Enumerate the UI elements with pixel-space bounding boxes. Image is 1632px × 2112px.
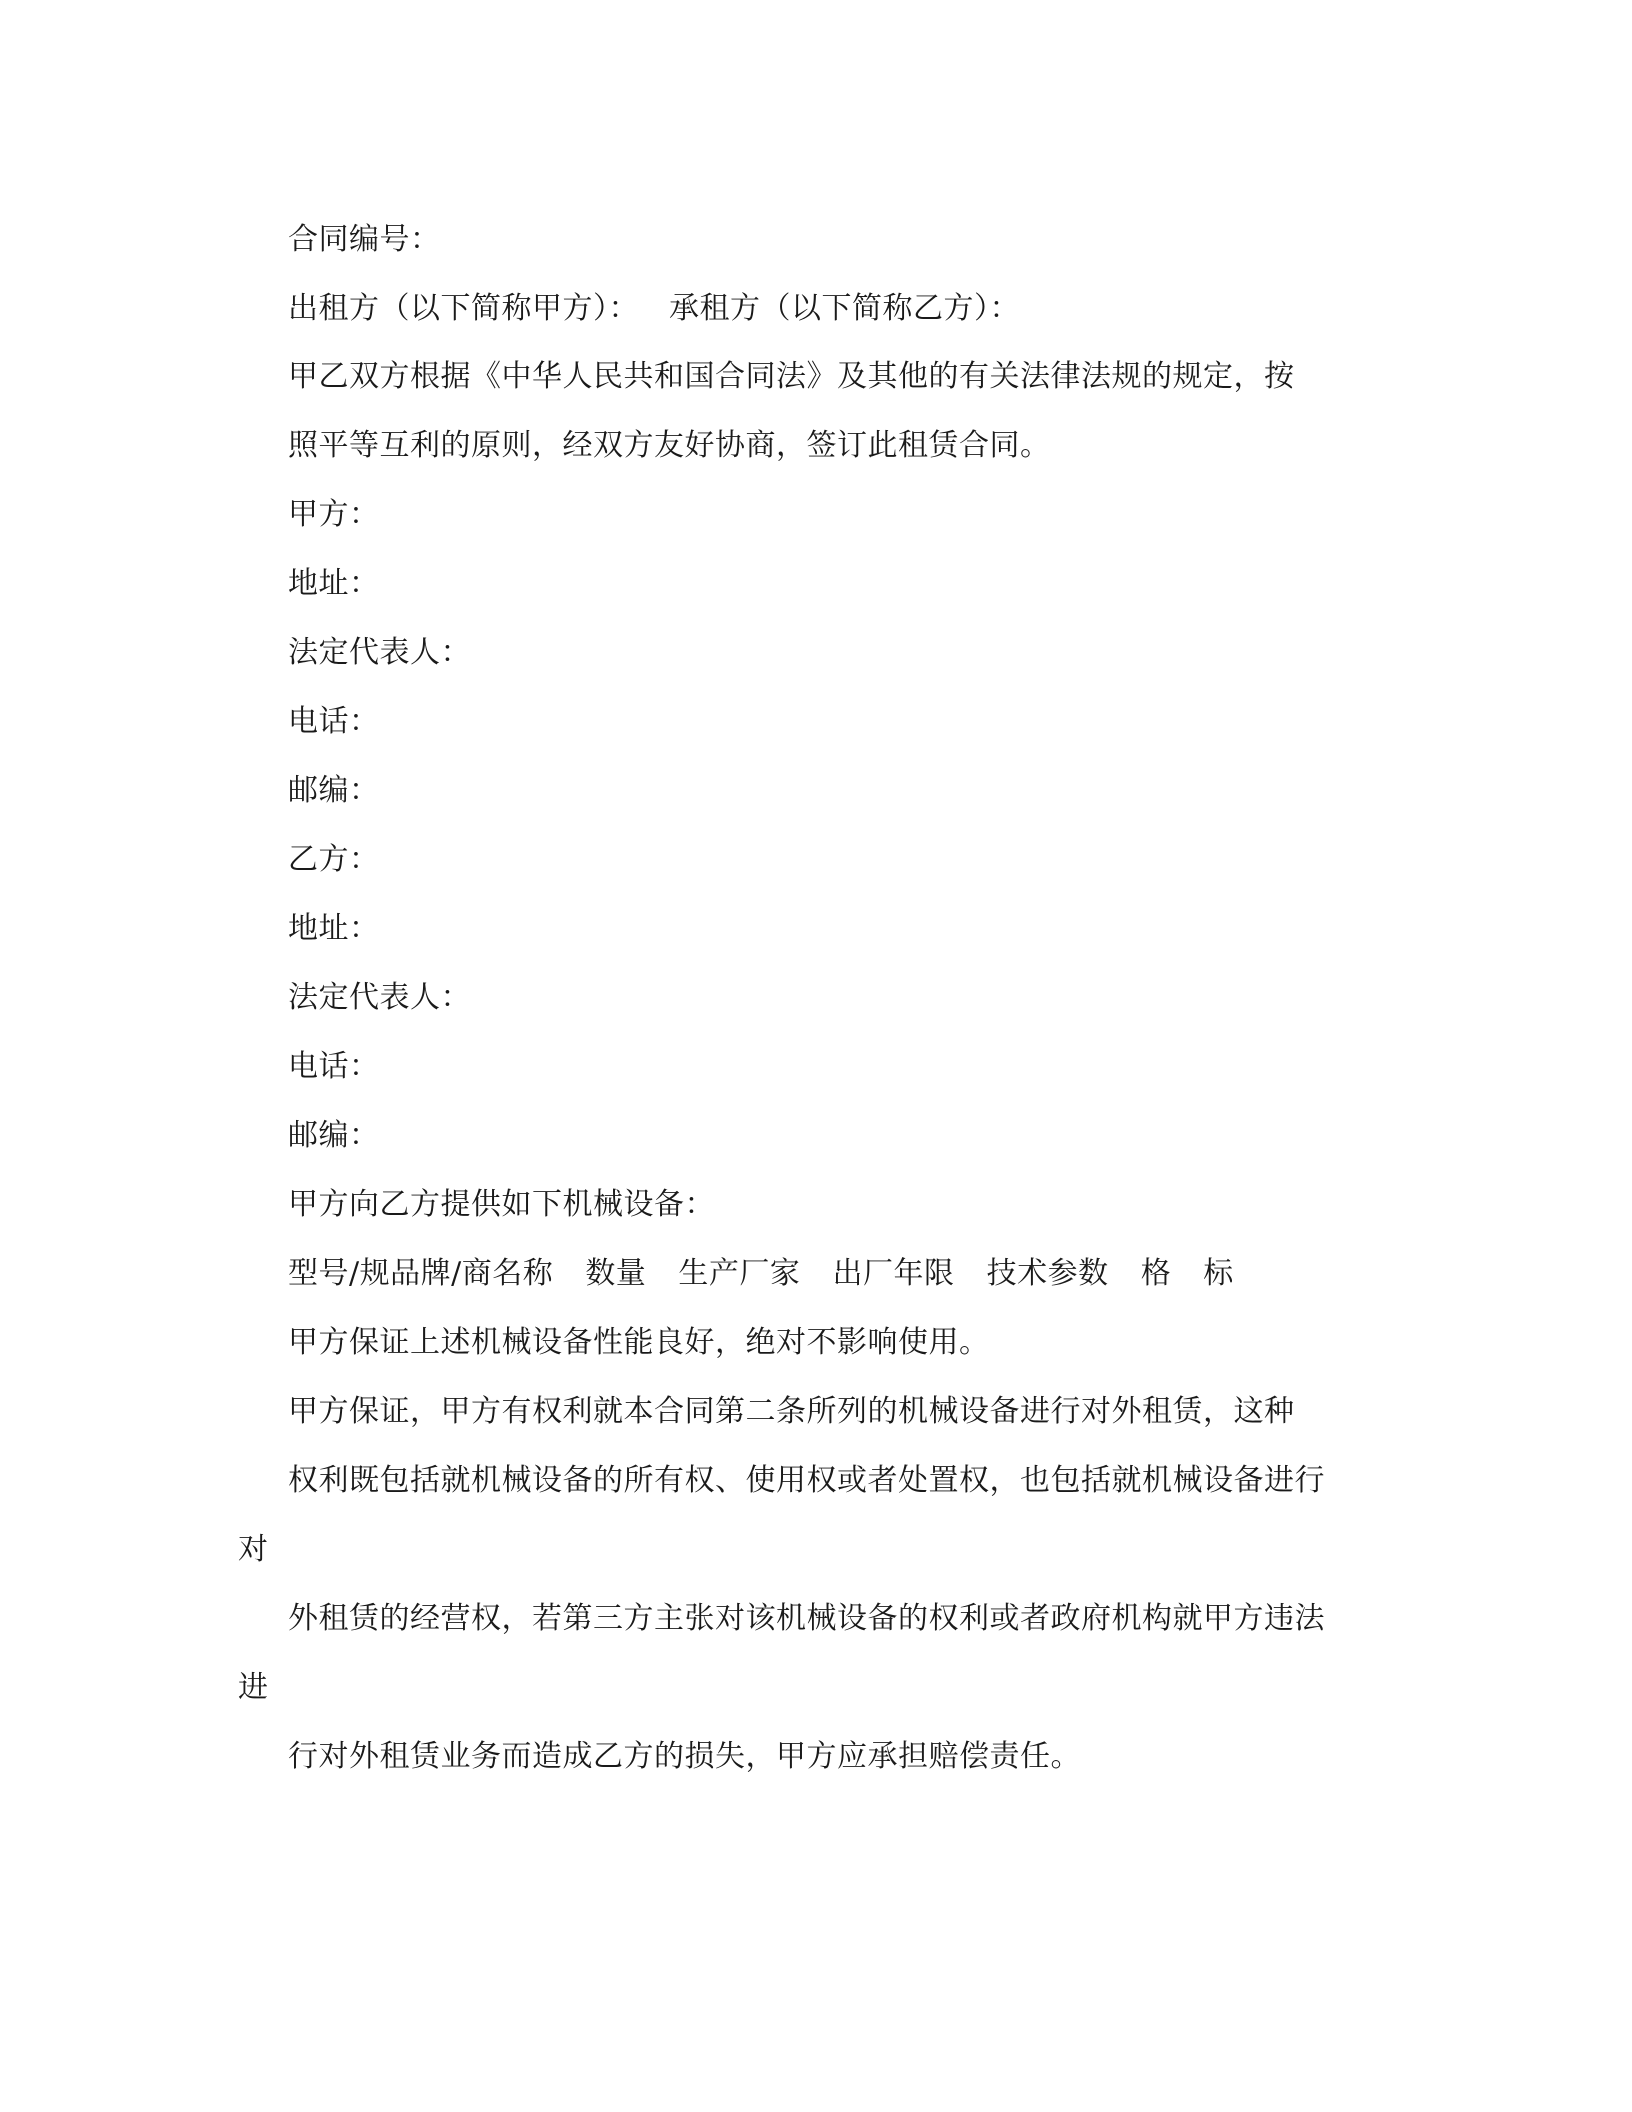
equipment-column: 型号/规品牌/商名称: [288, 1256, 554, 1291]
party-a-label: 甲方：: [288, 497, 380, 532]
guarantee-line: 甲方保证上述机械设备性能良好，绝对不影响使用。: [288, 1325, 990, 1360]
equipment-column: 出厂年限: [832, 1256, 955, 1291]
party-b-address-label: 地址：: [288, 911, 380, 946]
equipment-column: 生产厂家: [678, 1256, 801, 1291]
party-a-address-label: 地址：: [288, 566, 380, 601]
lessee-label: 承租方（以下简称乙方）：: [669, 291, 1020, 326]
equipment-column: 格: [1140, 1256, 1172, 1291]
rights-line-6: 行对外租赁业务而造成乙方的损失，甲方应承担赔偿责任。: [288, 1739, 1081, 1774]
equipment-intro: 甲方向乙方提供如下机械设备：: [288, 1187, 715, 1222]
lessor-label: 出租方（以下简称甲方）：: [288, 291, 639, 326]
rights-line-1: 甲方保证，甲方有权利就本合同第二条所列的机械设备进行对外租赁，这种: [288, 1394, 1295, 1429]
party-a-phone-label: 电话：: [288, 704, 380, 739]
rights-line-4: 外租赁的经营权，若第三方主张对该机械设备的权利或者政府机构就甲方违法: [288, 1601, 1325, 1636]
preamble-line-2: 照平等互利的原则，经双方友好协商，签订此租赁合同。: [288, 428, 1051, 463]
party-b-label: 乙方：: [288, 842, 380, 877]
rights-line-3: 对: [238, 1532, 269, 1567]
party-a-postcode-label: 邮编：: [288, 773, 380, 808]
equipment-columns-row: [288, 1254, 1234, 1294]
equipment-column: 技术参数: [986, 1256, 1109, 1291]
equipment-column: 数量: [585, 1256, 647, 1291]
party-a-legal-rep-label: 法定代表人：: [288, 635, 471, 670]
party-b-phone-label: 电话：: [288, 1049, 380, 1084]
contract-number-label: 合同编号：: [288, 222, 441, 257]
party-b-legal-rep-label: 法定代表人：: [288, 980, 471, 1015]
party-b-postcode-label: 邮编：: [288, 1118, 380, 1153]
rights-line-2: 权利既包括就机械设备的所有权、使用权或者处置权，也包括就机械设备进行: [288, 1463, 1325, 1498]
equipment-column: 标: [1203, 1256, 1234, 1291]
preamble-line-1: 甲乙双方根据《中华人民共和国合同法》及其他的有关法律法规的规定，按: [288, 359, 1295, 394]
rights-line-5: 进: [238, 1670, 269, 1705]
parties-line: [288, 289, 1020, 329]
